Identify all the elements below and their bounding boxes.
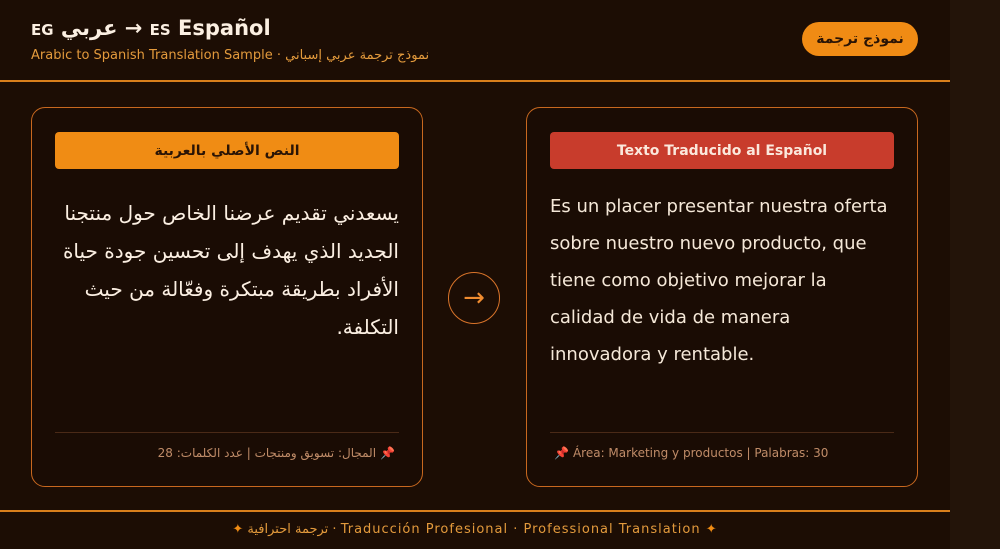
source-language-name: عربي xyxy=(60,16,118,40)
target-language-code: ES xyxy=(149,21,171,39)
pin-icon: 📌 xyxy=(554,446,569,460)
target-card-footer xyxy=(550,446,828,460)
source-language-code: EG xyxy=(31,21,54,39)
source-text-card xyxy=(31,107,423,487)
pin-icon: 📌 xyxy=(380,446,395,460)
footer xyxy=(0,522,950,537)
target-text-card xyxy=(526,107,918,487)
source-meta: المجال: تسويق ومنتجات | عدد الكلمات: 28 xyxy=(157,446,377,460)
translation-sample-button[interactable]: نموذج ترجمة xyxy=(802,22,918,56)
footer-text: ترجمة احترافية · Traducción Profesional · Professional Translation xyxy=(247,522,701,537)
header-divider xyxy=(0,80,950,82)
source-card-footer xyxy=(158,446,399,460)
target-meta: Área: Marketing y productos | Palabras: 30 xyxy=(572,446,829,460)
arrow-right-icon xyxy=(448,272,500,324)
target-card-divider xyxy=(550,432,894,433)
source-card-divider xyxy=(55,432,399,433)
translated-text: Es un placer presentar nuestra oferta sobre nuestro nuevo producto, que tiene como objetivo mejorar la calidad de vida de manera innovadora y rentable. xyxy=(550,196,888,365)
target-card-label: Texto Traducido al Español xyxy=(550,132,894,169)
source-text: يسعدني تقديم عرضنا الخاص حول منتجنا الجديد الذي يهدف إلى تحسين جودة حياة الأفراد بطريقة مبتكرة وفعّالة من حيث التكلفة. xyxy=(62,201,399,339)
footer-divider xyxy=(0,510,950,512)
right-edge-strip xyxy=(950,0,1000,549)
page-subtitle: Arabic to Spanish Translation Sample · نموذج ترجمة عربي إسباني xyxy=(31,48,430,63)
source-card-label: النص الأصلي بالعربية xyxy=(55,132,399,169)
sparkle-icon: ✦ xyxy=(232,522,244,537)
arrow-glyph: → xyxy=(463,283,485,313)
sparkle-icon: ✦ xyxy=(705,522,718,537)
target-language-name: Español xyxy=(178,16,271,40)
header xyxy=(0,0,950,80)
title-arrow-icon: → xyxy=(124,16,143,40)
page-title xyxy=(31,16,271,40)
